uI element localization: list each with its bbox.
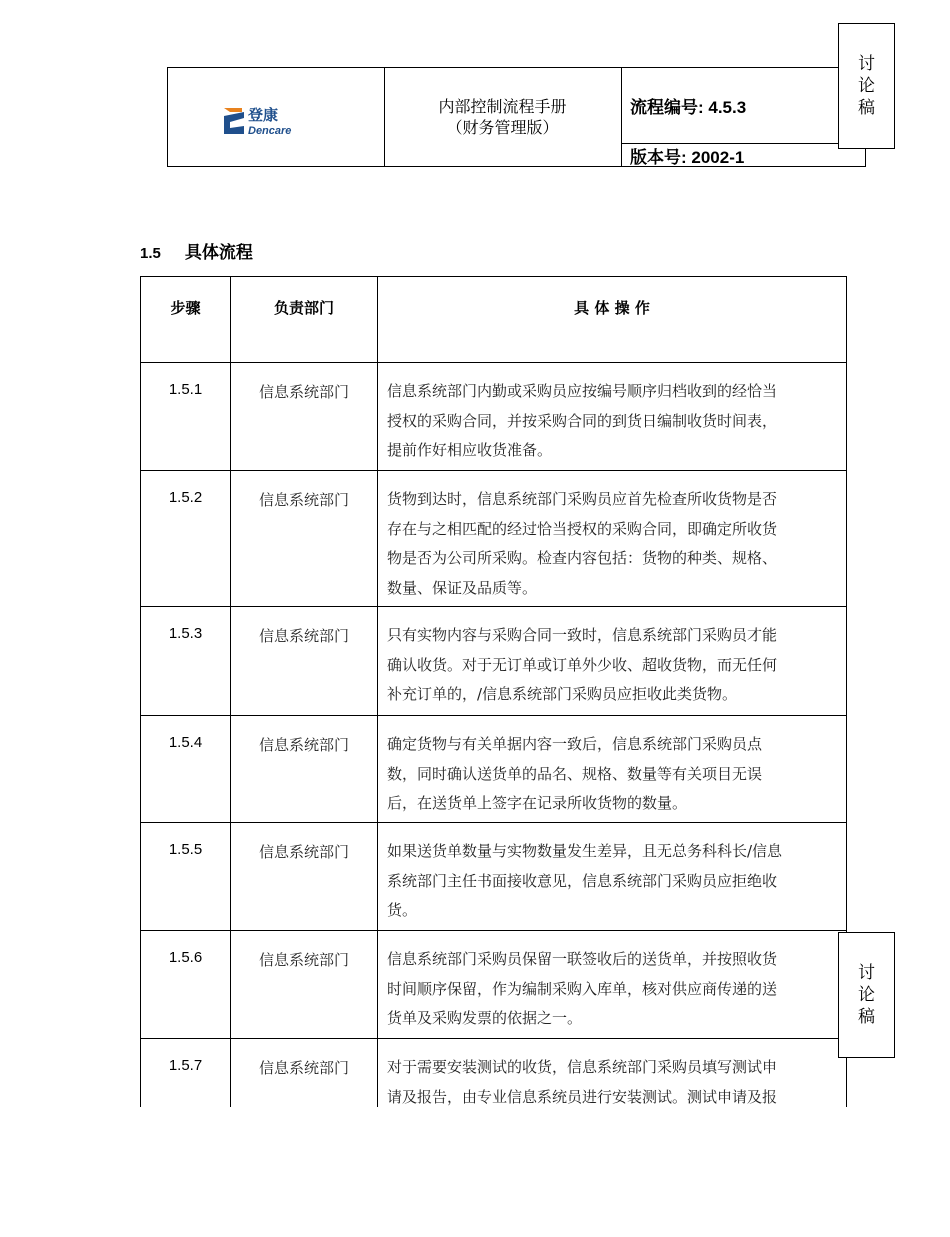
manual-title: 内部控制流程手册	[438, 97, 567, 116]
step-number: 1.5.5	[141, 823, 231, 931]
step-number: 1.5.4	[141, 716, 231, 823]
operation-text: 只有实物内容与采购合同一致时，信息系统部门采购员才能 确认收货。对于无订单或订单外少收、超收货物，而无任何 补充订单的，/信息系统部门采购员应拒收此类货物。	[378, 607, 847, 716]
operation-text: 确定货物与有关单据内容一致后，信息系统部门采购员点 数，同时确认送货单的品名、规格、数量等有关项目无误 后，在送货单上签字在记录所收货物的数量。	[378, 716, 847, 823]
table-row	[141, 363, 847, 471]
page-bottom-area	[0, 1107, 950, 1237]
table-header-row	[141, 277, 847, 363]
draft-stamp-top: 讨 论 稿	[838, 23, 895, 149]
table-row	[141, 823, 847, 931]
department: 信息系统部门	[231, 1039, 378, 1139]
process-number: 流程编号: 4.5.3	[622, 68, 866, 144]
step-number: 1.5.6	[141, 931, 231, 1039]
table-row	[141, 471, 847, 607]
department: 信息系统部门	[231, 716, 378, 823]
document-header	[167, 67, 866, 167]
draft-stamp-bottom: 讨 论 稿	[838, 932, 895, 1058]
operation-text: 货物到达时，信息系统部门采购员应首先检查所收货物是否 存在与之相匹配的经过恰当授权的采购合同，即确定所收货 物是否为公司所采购。检查内容包括：货物的种类、规格、 数量、保证及品质等。	[378, 471, 847, 607]
dencare-logo	[222, 104, 322, 138]
operation-text: 信息系统部门内勤或采购员应按编号顺序归档收到的经恰当 授权的采购合同，并按采购合同的到货日编制收货时间表， 提前作好相应收货准备。	[378, 363, 847, 471]
step-number: 1.5.1	[141, 363, 231, 471]
step-number: 1.5.3	[141, 607, 231, 716]
manual-subtitle: （财务管理版）	[446, 118, 559, 137]
operation-text: 信息系统部门采购员保留一联签收后的送货单，并按照收货 时间顺序保留，作为编制采购入库单，核对供应商传递的送 货单及采购发票的依据之一。	[378, 931, 847, 1039]
logo-cell	[168, 68, 385, 166]
table-row	[141, 931, 847, 1039]
step-number: 1.5.7	[141, 1039, 231, 1139]
header-department: 负责部门	[231, 277, 378, 363]
department: 信息系统部门	[231, 471, 378, 607]
header-step: 步骤	[141, 277, 231, 363]
operation-text: 如果送货单数量与实物数量发生差异，且无总务科科长/信息 系统部门主任书面接收意见，信息系统部门采购员应拒绝收 货。	[378, 823, 847, 931]
step-number: 1.5.2	[141, 471, 231, 607]
department: 信息系统部门	[231, 363, 378, 471]
section-heading	[140, 238, 253, 263]
logo-english-text: Dencare	[248, 125, 292, 137]
version-number: 版本号: 2002-1	[630, 148, 745, 167]
operation-text: 对于需要安装测试的收货，信息系统部门采购员填写测试申 请及报告，由专业信息系统员进行安装测试。测试申请及报	[378, 1039, 847, 1139]
section-title: 具体流程	[184, 243, 253, 263]
manual-title-cell	[384, 68, 622, 166]
department: 信息系统部门	[231, 823, 378, 931]
header-operation: 具 体 操 作	[378, 277, 847, 363]
table-row	[141, 716, 847, 823]
process-table	[140, 276, 847, 1139]
department: 信息系统部门	[231, 607, 378, 716]
table-row	[141, 607, 847, 716]
section-number: 1.5	[140, 245, 161, 262]
department: 信息系统部门	[231, 931, 378, 1039]
logo-chinese-text: 登康	[248, 106, 279, 124]
